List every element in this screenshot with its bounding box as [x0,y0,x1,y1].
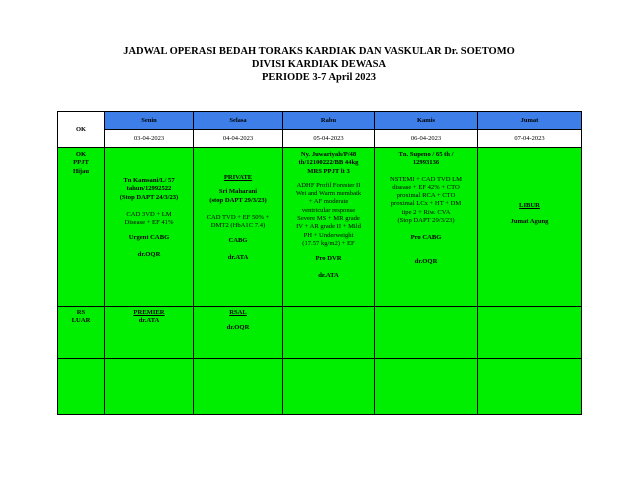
empty-cell [375,359,478,415]
date-selasa: 04-04-2023 [194,130,283,148]
cell-jumat-rs-luar [478,307,582,359]
doctor: dr.ATA [227,253,249,261]
row-label-rs-luar: RS LUAR [58,307,105,359]
doctor: dr.OQR [137,250,161,258]
empty-cell [478,359,582,415]
date-rabu: 05-04-2023 [283,130,375,148]
patient-info: Sri Maharani (stop DAPT 29/3/23) [209,188,267,204]
row-label-ok-ppjt: OK PPJT Hijau [58,148,105,307]
date-kamis: 06-04-2023 [375,130,478,148]
cell-kamis-ppjt [375,148,478,307]
period-title: PERIODE 3-7 April 2023 [261,72,377,83]
procedure: Pro DVR [315,255,342,263]
doctor: dr.OQR [414,257,438,265]
empty-cell [194,359,283,415]
cell-rabu-rs-luar [283,307,375,359]
diagnosis: CAD TVD + EF 50% + DMT2 (HbA1C 7.4) [206,213,270,230]
cell-selasa-rs-luar [194,307,283,359]
day-header-kamis: Kamis [375,112,478,130]
procedure: CABG [228,237,248,245]
holiday-name: Jumat Agung [510,218,549,226]
empty-cell [105,359,194,415]
division-title: DIVISI KARDIAK DEWASA [251,59,387,70]
cell-senin-rs-luar [105,307,194,359]
date-senin: 03-04-2023 [105,130,194,148]
doctor: dr.ATA [318,271,339,279]
diagnosis: CAD 3VD + LM Disease + EF 41% [124,210,174,227]
empty-cell [58,359,105,415]
schedule-table [57,111,582,415]
cell-selasa-ppjt [194,148,283,307]
hospital-name: RSAL [229,309,247,316]
libur-label: LIBUR [519,202,540,209]
ok-header-cell: OK [58,112,105,148]
date-jumat: 07-04-2023 [478,130,582,148]
doctor: dr.ATA [138,317,160,325]
day-header-senin: Senin [105,112,194,130]
procedure: Pro CABG [410,234,442,242]
diagnosis: ADHF Profil Forester II Wet and Warm membaik + AF moderate ventricular response Severe MS + MR grade IV + AR grade II + Mild PH + Underweight (17.57 kg/m2) + EF [295,181,362,247]
patient-info: Tn. Supeno / 65 th / 12993136 [398,151,454,167]
patient-info: Tn Kamsani/L/ 57 tahun/12992522 (Stop DAPT 24/3/23) [119,177,179,201]
hospital-name: PREMIER [133,309,165,316]
procedure: Urgent CABG [128,234,170,242]
patient-info: Ny. Juwariyah/P/48 th/12100222/BB 44kg MRS PPJT lt 3 [298,151,359,175]
empty-cell [283,359,375,415]
cell-jumat-ppjt [478,148,582,307]
doctor: dr.OQR [226,324,250,332]
day-header-selasa: Selasa [194,112,283,130]
diagnosis: NSTEMI + CAD TVD LM disease + EF 42% + CTO proximal RCA + CTO proximal LCx + HT + DM tipe 2 + Riw. CVA (Stop DAPT 29/3/23) [389,175,463,225]
day-header-rabu: Rabu [283,112,375,130]
day-header-jumat: Jumat [478,112,582,130]
cell-rabu-ppjt [283,148,375,307]
cell-kamis-rs-luar [375,307,478,359]
page-title: JADWAL OPERASI BEDAH TORAKS KARDIAK DAN VASKULAR Dr. SOETOMO [123,46,515,57]
private-tag: PRIVATE [223,174,253,181]
cell-senin-ppjt [105,148,194,307]
